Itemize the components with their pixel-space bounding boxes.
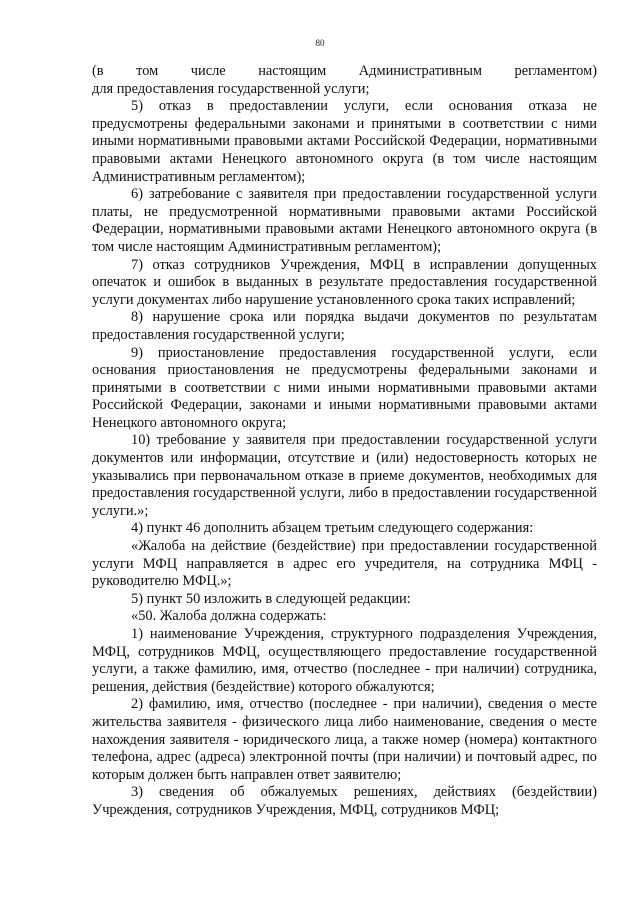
- paragraph-7: 9) приостановление предоставления государственной услуги, если основания приостановления не предусмотрены федеральными законами и принятыми в соответствии с ними иными нормативными правовыми актами Российской Федерации, законами и иными нормативными правовыми актами Ненецкого автономного округа;: [92, 344, 597, 431]
- paragraph-1: (в том числе настоящим Административным регламентом): [92, 63, 597, 79]
- paragraph-6: 8) нарушение срока или порядка выдачи документов по результатам предоставления государственной услуги;: [92, 309, 597, 343]
- paragraph-2: для предоставления государственной услуги;: [92, 80, 370, 97]
- paragraph-12: «50. Жалоба должна содержать:: [131, 608, 327, 625]
- paragraph-9: 4) пункт 46 дополнить абзацем третьим следующего содержания:: [131, 520, 534, 537]
- paragraph-4: 6) затребование с заявителя при предоставлении государственной услуги платы, не предусмотренной нормативными правовыми актами Российской Федерации, нормативными правовыми актами Ненецкого автономного округа (в том числе настоящим Административным регламентом);: [92, 186, 597, 255]
- paragraph-14: 2) фамилию, имя, отчество (последнее - при наличии), сведения о месте жительства заявителя - физического лица либо наименование, сведения о месте нахождения заявителя - юридического лица, а также номер (номера) контактного телефона, адрес (адреса) электронной почты (при наличии) и почтовый адрес, по которым должен быть направлен ответ заявителю;: [92, 696, 597, 783]
- document-body: [92, 63, 597, 820]
- paragraph-15: 3) сведения об обжалуемых решениях, действиях (бездействии) Учреждения, сотрудников Учреждения, МФЦ, сотрудников МФЦ;: [92, 784, 597, 818]
- paragraph-5: 7) отказ сотрудников Учреждения, МФЦ в исправлении допущенных опечаток и ошибок в выданных в результате предоставления государственной услуги документах либо нарушение установленного срока таких исправлений;: [92, 256, 597, 308]
- paragraph-10: «Жалоба на действие (бездействие) при предоставлении государственной услуги МФЦ направляется в адрес его учредителя, на сотрудника МФЦ - руководителю МФЦ.»;: [92, 538, 597, 590]
- paragraph-13: 1) наименование Учреждения, структурного подразделения Учреждения, МФЦ, сотрудников МФЦ, осуществляющего предоставление государственной услуги, а также фамилию, имя, отчество (последнее - при наличии) сотрудника, решения, действия (бездействие) которого обжалуются;: [92, 626, 597, 695]
- paragraph-8: 10) требование у заявителя при предоставлении государственной услуги документов или информации, отсутствие и (или) недостоверность которых не указывались при первоначальном отказе в приеме документов, необходимых для предоставления государственной услуги, либо в предоставлении государственной услуги.»;: [92, 432, 597, 519]
- paragraph-11: 5) пункт 50 изложить в следующей редакции:: [131, 590, 411, 607]
- page-number: 80: [315, 38, 325, 48]
- paragraph-3: 5) отказ в предоставлении услуги, если основания отказа не предусмотрены федеральными законами и принятыми в соответствии с ними иными нормативными правовыми актами Российской Федерации, нормативными правовыми актами Ненецкого автономного округа (в том числе настоящим Административным регламентом);: [92, 98, 597, 185]
